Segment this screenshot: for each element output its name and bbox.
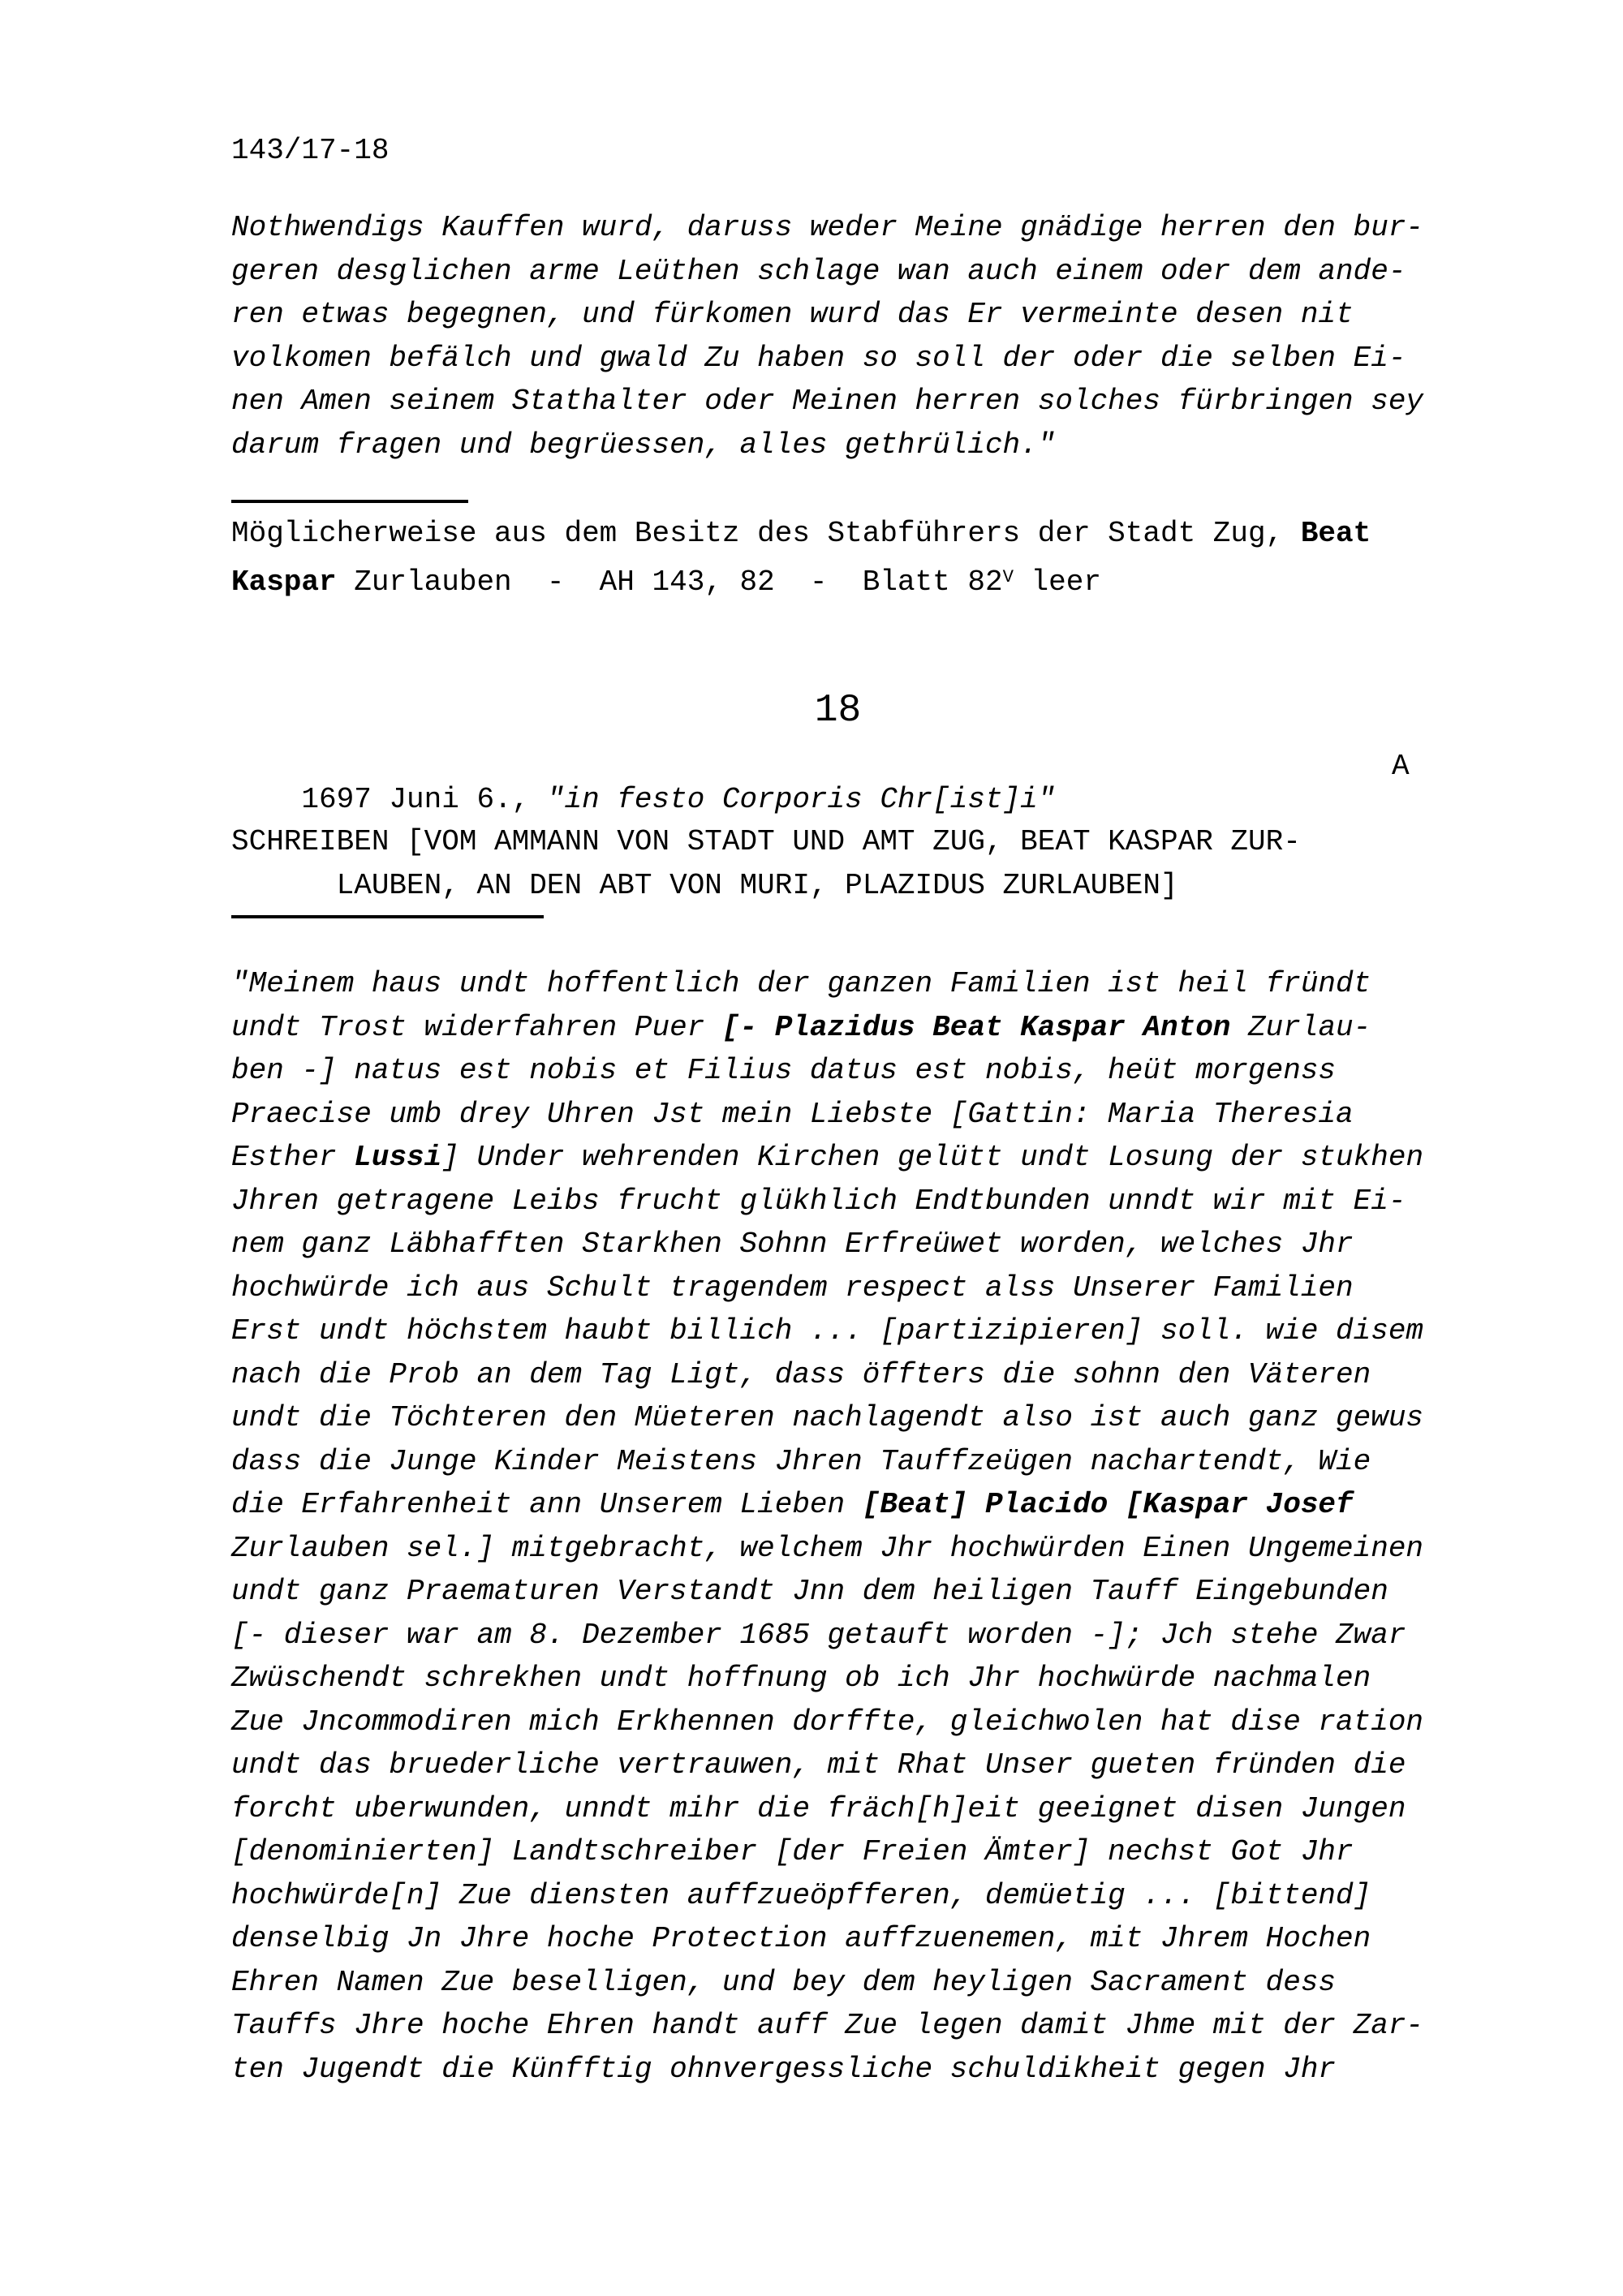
separator-rule-1 <box>231 500 468 503</box>
dateline-text: 1697 Juni 6., "in festo Corporis Chr[ist]i" <box>301 783 1056 816</box>
quoted-statute-passage: Nothwendigs Kauffen wurd, daruss weder Meine gnädige herren den bur- geren desglichen arme Leüthen schlage wan auch einem oder dem ande- ren etwas begegnen, und fürkomen wurd das Er vermeinte desen nit volkomen befälch und gwald Zu haben so soll der oder die selben Ei- nen Amen seinem Stathalter oder Meinen herren solches fürbringen sey darum fragen und begrüessen, alles gethrülich." <box>231 211 1424 462</box>
source-siglum: A <box>1392 750 1410 783</box>
separator-rule-2 <box>231 915 544 918</box>
provenance-note: Möglicherweise aus dem Besitz des Stabführers der Stadt Zug, Beat Kaspar Zurlauben - AH 143, 82 - Blatt $82^V$ leer <box>231 517 1371 599</box>
archive-reference-header: 143/17-18 <box>231 134 390 167</box>
entry-number: 18 <box>814 689 862 733</box>
letter-transcription: "Meinem haus undt hoffentlich der ganzen Familien ist heil fründt undt Trost widerfahren Puer [- Plazidus Beat Kaspar Anton Zurlau- ben -] natus est nobis et Filius datus est nobis, heüt morgenss Praecise umb drey Uhren Jst mein Liebste [Gattin: Maria Theresia Esther Lussi] Under wehrenden Kirchen gelütt undt Losung der stukhen Jhren getragene Leibs frucht glükhlich Endtbunden unndt wir mit Ei- nem ganz Läbhafften Starkhen Sohnn Erfreüwet worden, welches Jhr hochwürde ich aus Schult tragendem respect alss Unserer Familien Erst undt höchstem haubt billich ... [partizipieren] soll. wie disem nach die Prob an dem Tag Ligt, dass öffters die sohnn den Väteren undt die Töchteren den Müeteren nachlagendt also ist auch ganz gewus dass die Junge Kinder Meistens Jhren Tauffzeügen nachartendt, Wie die Erfahrenheit ann Unserem Lieben [Beat] Placido [Kaspar Josef Zurlauben sel.] mitgebracht, welchem Jhr hochwürden Einen Ungemeinen undt ganz Praematuren Verstandt Jnn dem heiligen Tauff Eingebunden [- dieser war am 8. Dezember 1685 getauft worden -]; Jch stehe Zwar Zwüschendt schrekhen undt hoffnung ob ich Jhr hochwürde nachmalen Zue Jncommodiren mich Erkhennen dorffte, gleichwolen hat dise ration undt das bruederliche vertrauwen, mit Rhat Unser gueten fründen die forcht uberwunden, unndt mihr die fräch[h]eit geeignet disen Jungen [denominierten] Landtschreiber [der Freien Ämter] nechst Got Jhr hochwürde[n] Zue diensten auffzueöpfferen, demüetig ... [bittend] denselbig Jn Jhre hoche Protection auffzuenemen, mit Jhrem Hochen Ehren Namen Zue beselligen, und bey dem heyligen Sacrament dess Tauffs Jhre hoche Ehren handt auff Zue legen damit Jhme mit der Zar- ten Jugendt die Künfftig ohnvergessliche schuldikheit gegen Jhr <box>231 967 1424 2086</box>
entry-heading: SCHREIBEN [VOM AMMANN VON STADT UND AMT ZUG, BEAT KASPAR ZUR- LAUBEN, AN DEN ABT VON MURI, PLAZIDUS ZURLAUBEN] <box>231 825 1301 902</box>
